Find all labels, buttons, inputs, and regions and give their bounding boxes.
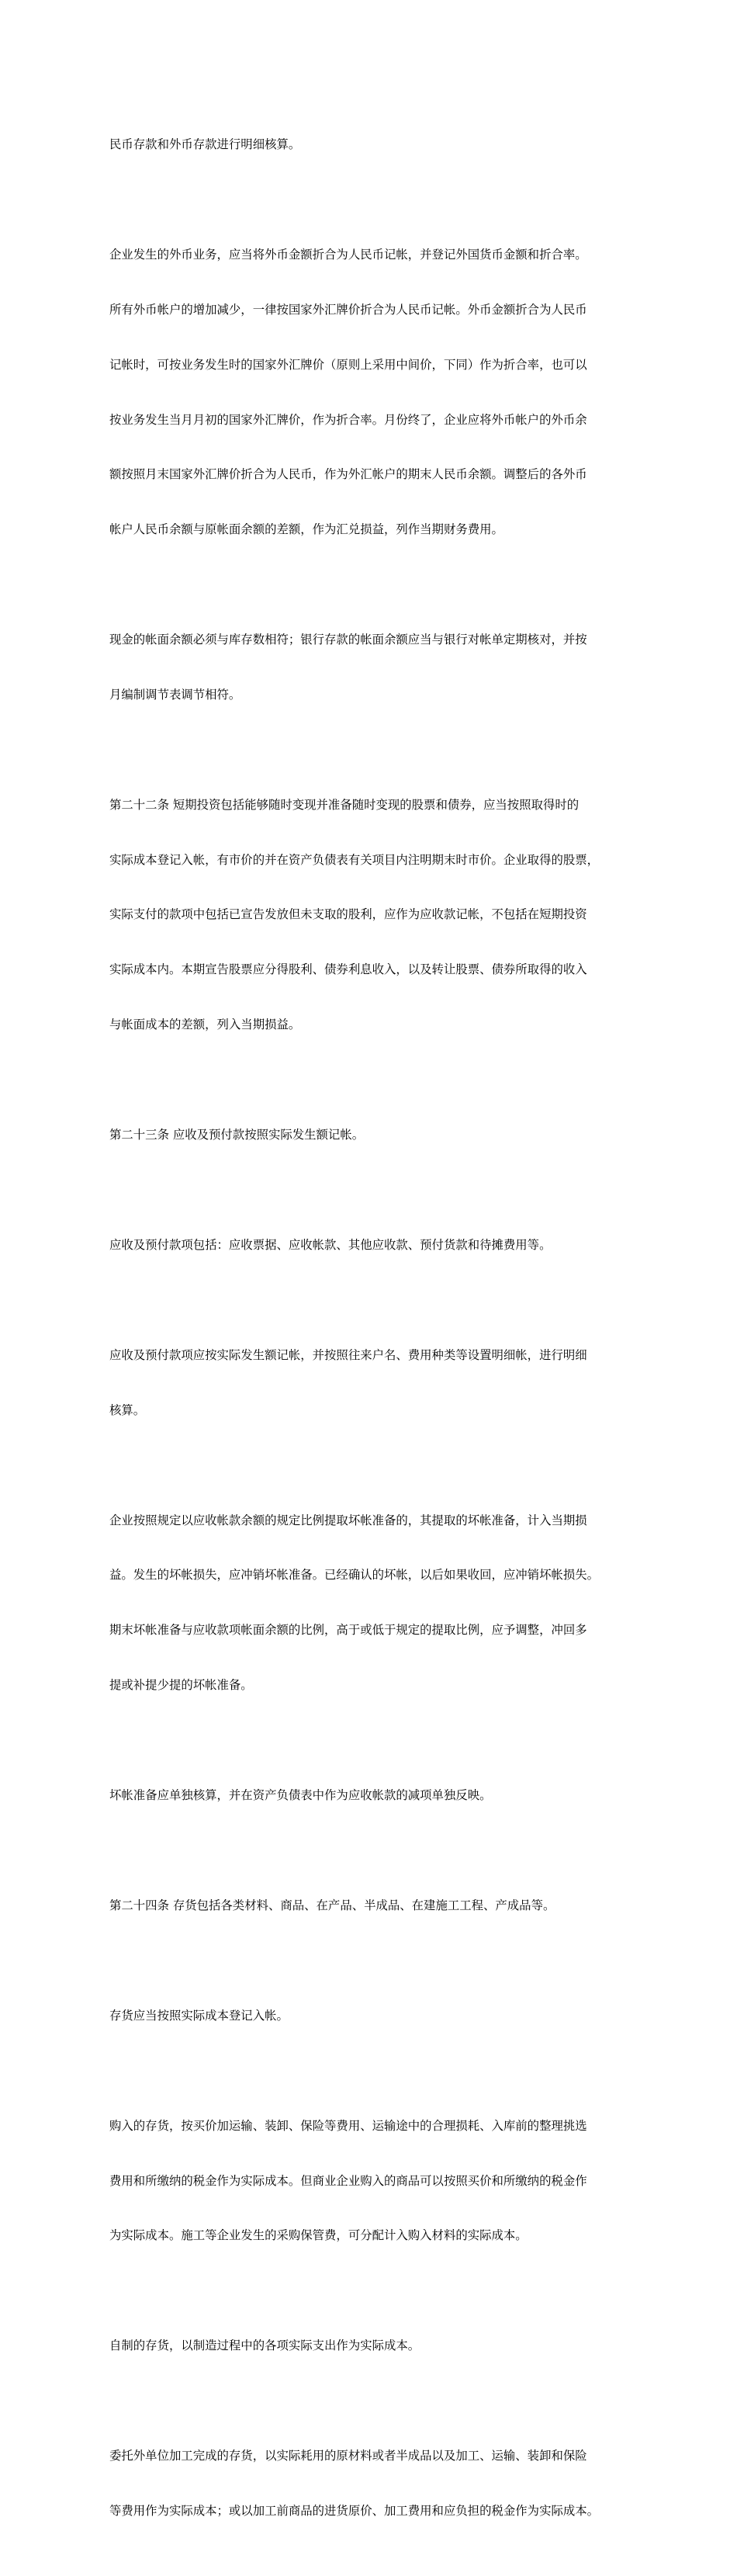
text-line: 委托外单位加工完成的存货，以实际耗用的原材料或者半成品以及加工、运输、装卸和保险 xyxy=(109,2449,587,2463)
text-line: 提或补提少提的坏帐准备。 xyxy=(109,1677,253,1692)
paragraph-article-22 xyxy=(109,760,638,1071)
paragraph-article-23 xyxy=(109,1090,638,1181)
paragraph xyxy=(109,210,638,576)
text-line: 实际成本内。本期宣告股票应分得股利、债券利息收入，以及转让股票、债券所取得的收入 xyxy=(109,962,587,977)
text-line: 应收及预付款项包括：应收票据、应收帐款、其他应收款、预付货款和待摊费用等。 xyxy=(109,1237,552,1252)
text-line: 企业按照规定以应收帐款余额的规定比例提取坏帐准备的，其提取的坏帐准备，计入当期损 xyxy=(109,1513,587,1527)
text-line: 等费用作为实际成本；或以加工前商品的进货原价、加工费用和应负担的税金作为实际成本。 xyxy=(109,2504,600,2519)
paragraph xyxy=(109,1971,638,2062)
text-line: 坏帐准备应单独核算，并在资产负债表中作为应收帐款的减项单独反映。 xyxy=(109,1787,492,1802)
text-line: 第二十三条 应收及预付款按照实际发生额记帐。 xyxy=(109,1127,365,1142)
paragraph xyxy=(109,595,638,741)
text-line: 现金的帐面余额必须与库存数相符；银行存款的帐面余额应当与银行对帐单定期核对，并按 xyxy=(109,633,587,647)
paragraph xyxy=(109,99,638,191)
paragraph xyxy=(109,2300,638,2392)
text-line: 第二十二条 短期投资包括能够随时变现并准备随时变现的股票和债券，应当按照取得时的 xyxy=(109,797,580,812)
text-line: 应收及预付款项应按实际发生额记帐，并按照往来户名、费用种类等设置明细帐，进行明细 xyxy=(109,1347,587,1362)
paragraph xyxy=(109,1200,638,1291)
text-line: 实际成本登记入帐，有市价的并在资产负债表有关项目内注明期末时市价。企业取得的股票， xyxy=(109,852,600,867)
text-line: 记帐时，可按业务发生时的国家外汇牌价（原则上采用中间价，下同）作为折合率，也可以 xyxy=(109,357,587,372)
paragraph xyxy=(109,2081,638,2283)
text-line: 核算。 xyxy=(109,1402,146,1417)
document-body xyxy=(109,99,638,2576)
text-line: 额按照月末国家外汇牌价折合为人民币，作为外汇帐户的期末人民币余额。调整后的各外币 xyxy=(109,467,587,482)
paragraph xyxy=(109,1310,638,1457)
text-line: 益。发生的坏帐损失，应冲销坏帐准备。已经确认的坏帐，以后如果收回，应冲销坏帐损失。 xyxy=(109,1568,600,1583)
text-line: 企业发生的外币业务，应当将外币金额折合为人民币记帐，并登记外国货币金额和折合率。 xyxy=(109,248,587,262)
text-line: 按业务发生当月月初的国家外汇牌价，作为折合率。月份终了，企业应将外币帐户的外币余 xyxy=(109,412,587,427)
text-line: 帐户人民币余额与原帐面余额的差额，作为汇兑损益，列作当期财务费用。 xyxy=(109,522,503,537)
text-line: 存货应当按照实际成本登记入帐。 xyxy=(109,2008,289,2023)
text-line: 第二十四条 存货包括各类材料、商品、在产品、半成品、在建施工工程、产成品等。 xyxy=(109,1898,555,1912)
text-line: 自制的存货，以制造过程中的各项实际支出作为实际成本。 xyxy=(109,2339,420,2353)
text-line: 与帐面成本的差额，列入当期损益。 xyxy=(109,1017,301,1031)
text-line: 月编制调节表调节相符。 xyxy=(109,687,241,702)
text-line: 期末坏帐准备与应收款项帐面余额的比例，高于或低于规定的提取比例，应予调整，冲回多 xyxy=(109,1623,587,1638)
paragraph xyxy=(109,2411,638,2557)
text-line: 为实际成本。施工等企业发生的采购保管费，可分配计入购入材料的实际成本。 xyxy=(109,2228,528,2243)
text-line: 民币存款和外币存款进行明细核算。 xyxy=(109,137,301,152)
text-line: 费用和所缴纳的税金作为实际成本。但商业企业购入的商品可以按照买价和所缴纳的税金作 xyxy=(109,2173,587,2188)
paragraph-article-24 xyxy=(109,1860,638,1952)
text-line: 所有外币帐户的增加减少，一律按国家外汇牌价折合为人民币记帐。外币金额折合为人民币 xyxy=(109,302,587,317)
paragraph xyxy=(109,1750,638,1842)
text-line: 实际支付的款项中包括已宣告发放但未支取的股利，应作为应收款记帐，不包括在短期投资 xyxy=(109,907,587,922)
text-line: 购入的存货，按买价加运输、装卸、保险等费用、运输途中的合理损耗、入库前的整理挑选 xyxy=(109,2118,587,2133)
paragraph xyxy=(109,1475,638,1731)
